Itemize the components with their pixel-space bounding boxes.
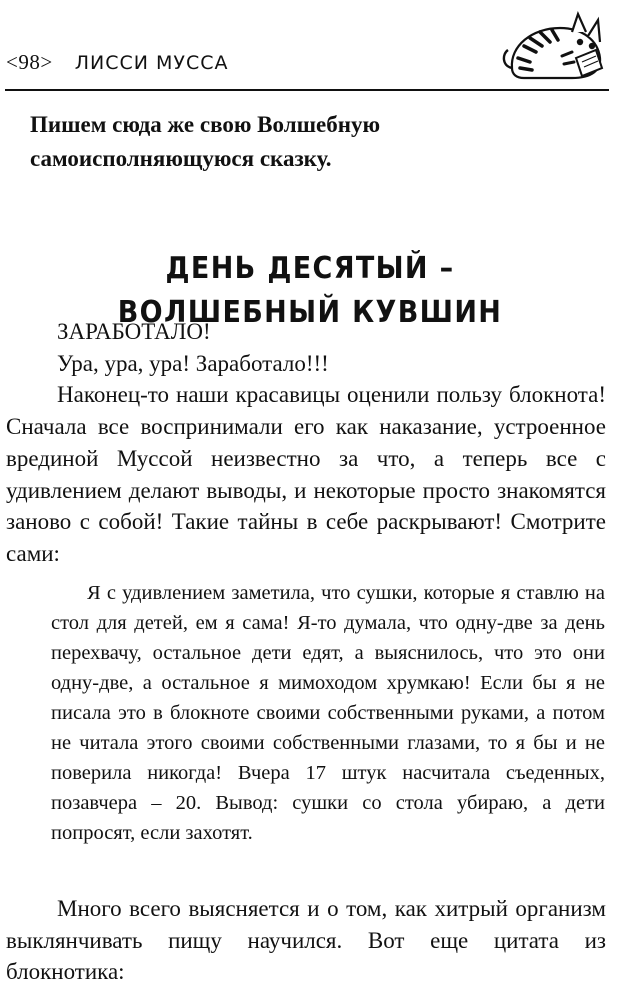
chapter-heading-line1: ДЕНЬ ДЕСЯТЫЙ –: [165, 250, 455, 286]
header-divider: [5, 89, 609, 91]
body-text: [6, 316, 606, 570]
running-header: [6, 50, 228, 82]
closing-paragraph: Много всего выясняется и о том, как хитрый организм выклянчивать пищу научился. Вот еще цитата из блокнотика:: [6, 896, 606, 984]
page-number: <98>: [6, 50, 53, 74]
body-paragraph: ЗАРАБОТАЛО!: [57, 319, 211, 344]
letter-quote: Я с удивлением заметила, что сушки, которые я ставлю на стол для детей, ем я сама! Я-то думала, что одну-две за день перехвачу, остальное дети едят, а выяснилось, что это они одну-две, а остальное я мимоходом хрумкаю! Если бы я не писала это в блокноте своими собственными руками, а потом не читала этого своими собственными глазами, то я бы и не поверила никогда! Вчера 17 штук насчитала съеденных, позавчера – 20. Вывод: сушки со стола убираю, а дети попросят, если захотят.: [51, 582, 605, 844]
body-paragraph: Наконец-то наши красавицы оценили пользу блокнота! Сначала все воспринимали его как наказание, устроенное врединой Муссой неизвестно за что, а теперь все с удивлением делают выводы, и некоторые просто знакомятся заново с собой! Такие тайны в себе раскрывают! Смотрите сами:: [6, 382, 606, 566]
intro-paragraph: Пишем сюда же свою Волшебную самоисполняющуюся сказку.: [30, 112, 381, 171]
cat-reading-icon: [502, 6, 612, 84]
chapter-heading-line2: ВОЛШЕБНЫЙ КУВШИН: [117, 294, 503, 330]
body-paragraph: Ура, ура, ура! Заработало!!!: [57, 350, 329, 376]
book-author: ЛИССИ МУССА: [74, 52, 229, 74]
